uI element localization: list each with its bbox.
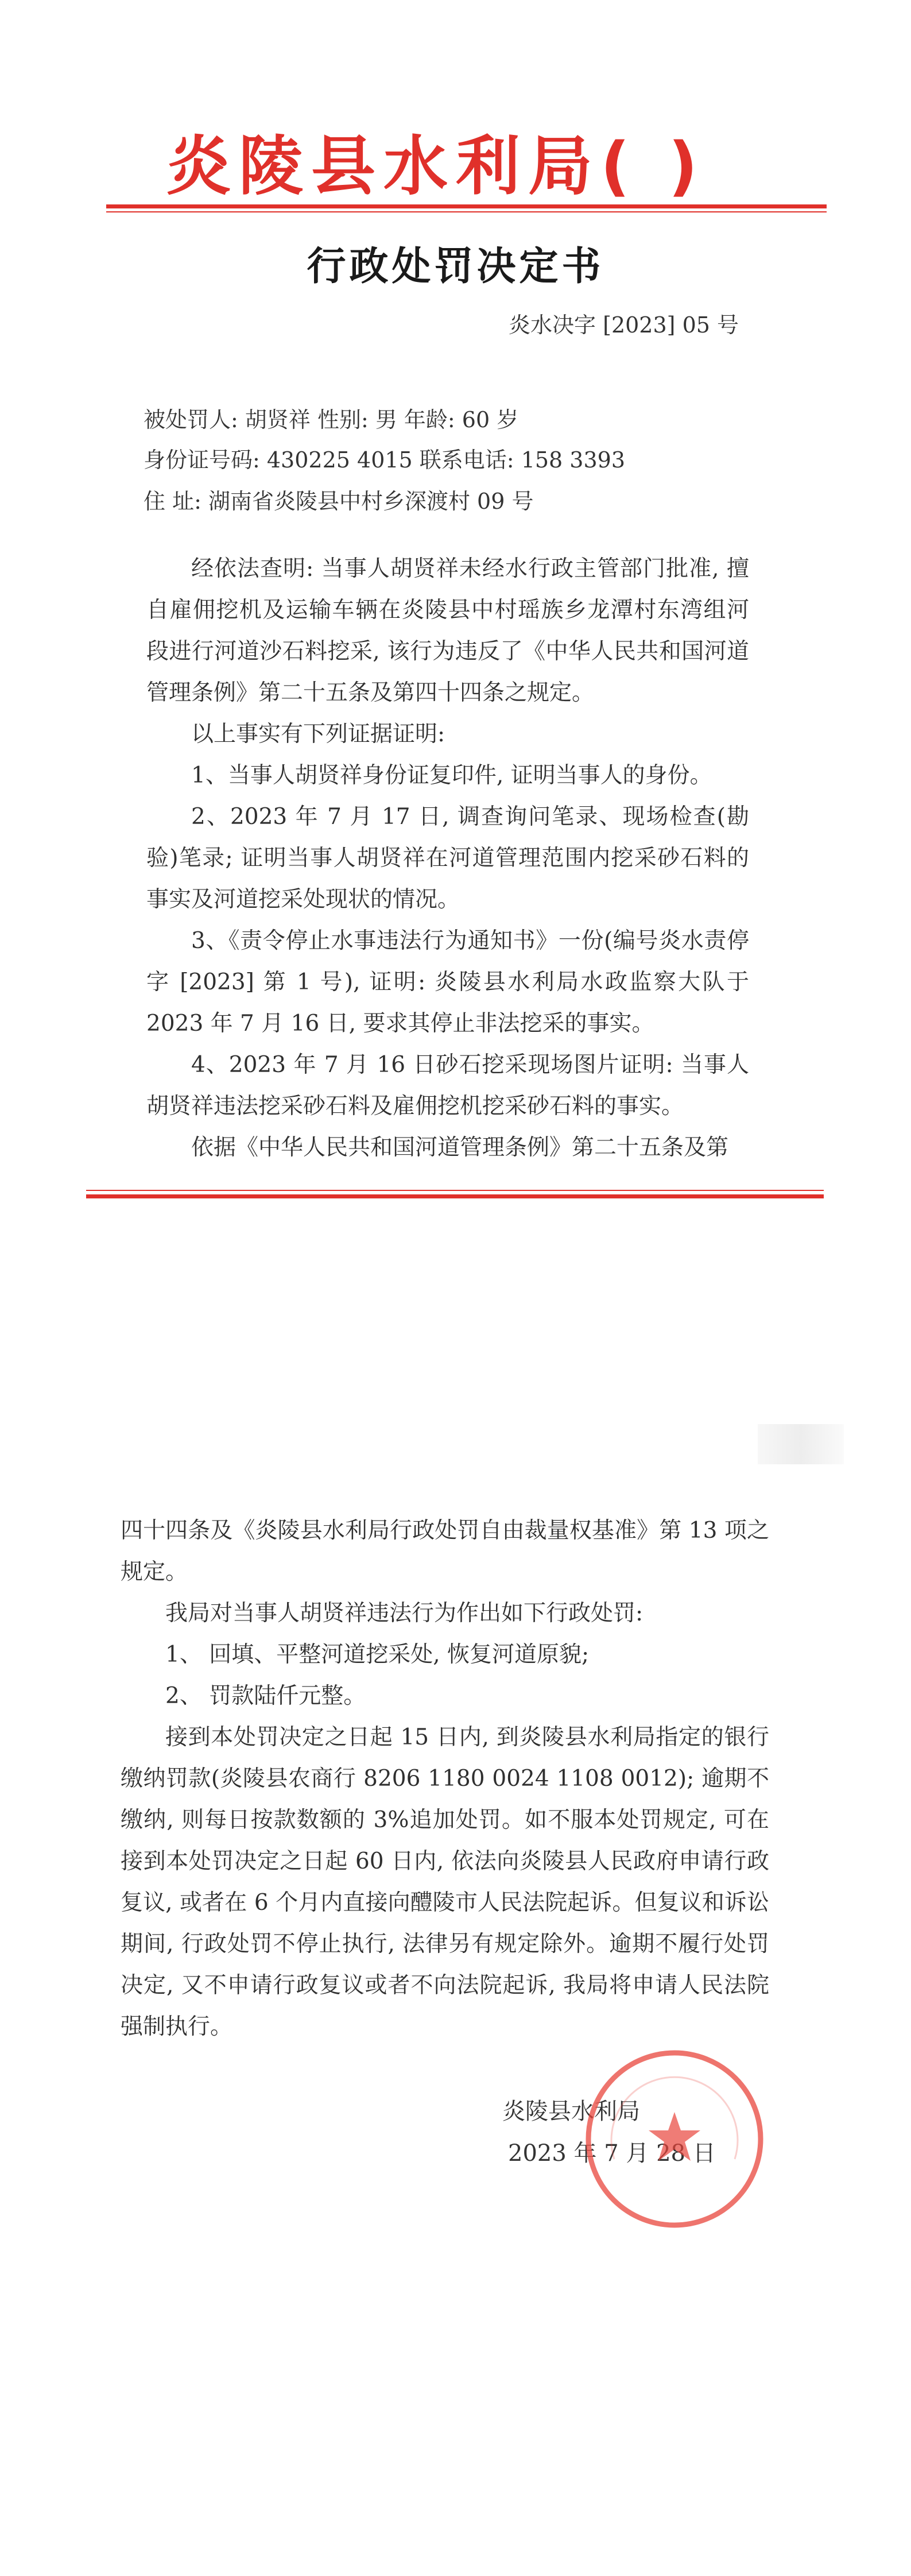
party-info-line-3: 住 址: 湖南省炎陵县中村乡深渡村 09 号 <box>144 489 534 514</box>
header-red-rule-thick <box>106 204 827 208</box>
document-number: 炎水决字 [2023] 05 号 <box>509 312 739 338</box>
penalty-item-2: 2、 罚款陆仟元整。 <box>165 1683 366 1709</box>
official-seal-stamp <box>580 2044 769 2234</box>
footer-red-rule-thin <box>86 1190 824 1191</box>
legal-basis-start: 依据《中华人民共和国河道管理条例》第二十五条及第 <box>191 1135 729 1161</box>
issue-date: 2023 年 7 月 28 日 <box>508 2140 716 2167</box>
agency-header-title: 炎陵县水利局( ) <box>166 129 706 204</box>
scan-smudge <box>758 1424 844 1464</box>
document-title: 行政处罚决定书 <box>307 244 604 289</box>
issuer-name: 炎陵县水利局 <box>502 2098 640 2125</box>
findings-paragraph: 经依法查明: 当事人胡贤祥未经水行政主管部门批准, 擅自雇佣挖机及运输车辆在炎陵县中村瑶族乡龙潭村东湾组河段进行河道沙石料挖采, 该行为违反了《中华人民共和国河道管理条例》第二十五条及第四十四条之规定。 <box>146 556 749 706</box>
page-one <box>0 0 911 1258</box>
evidence-item-3: 3、《责令停止水事违法行为通知书》一份(编号炎水责停字 [2023] 第 1 号), 证明: 炎陵县水利局水政监察大队于 2023 年 7 月 16 日, 要求其停止非法挖采的事实。 <box>146 928 749 1036</box>
evidence-item-4: 4、2023 年 7 月 16 日砂石挖采现场图片证明: 当事人胡贤祥违法挖采砂石料及雇佣挖机挖采砂石料的事实。 <box>146 1052 749 1119</box>
footer-red-rule-thick <box>86 1194 824 1198</box>
header-red-rule-thin <box>106 211 827 212</box>
evidence-item-1: 1、当事人胡贤祥身份证复印件, 证明当事人的身份。 <box>191 763 712 788</box>
penalty-intro: 我局对当事人胡贤祥违法行为作出如下行政处罚: <box>165 1600 643 1626</box>
payment-and-appeal-paragraph: 接到本处罚决定之日起 15 日内, 到炎陵县水利局指定的银行缴纳罚款(炎陵县农商行 8206 1180 0024 1108 0012); 逾期不缴纳, 则每日按款数额的 3%追加处罚。如不服本处罚规定, 可在接到本处罚决定之日起 60 日内, 依法向炎陵县人民政府申请行政复议, 或者在 6 个月内直接向醴陵市人民法院起诉。但复议和诉讼期间, 行政处罚不停止执行, 法律另有规定除外。逾期不履行处罚决定, 又不申请行政复议或者不向法院起诉, 我局将申请人民法院强制执行。 <box>121 1724 769 2040</box>
party-info-line-1: 被处罚人: 胡贤祥 性别: 男 年龄: 60 岁 <box>144 407 519 432</box>
party-info-line-2: 身份证号码: 430225 4015 联系电话: 158 3393 <box>144 447 626 473</box>
penalty-item-1: 1、 回填、平整河道挖采处, 恢复河道原貌; <box>165 1642 590 1668</box>
legal-basis-continued: 四十四条及《炎陵县水利局行政处罚自由裁量权基准》第 13 项之规定。 <box>121 1518 769 1585</box>
evidence-intro: 以上事实有下列证据证明: <box>191 721 445 747</box>
evidence-item-2: 2、2023 年 7 月 17 日, 调查询问笔录、现场检查(勘验)笔录; 证明当事人胡贤祥在河道管理范围内挖采砂石料的事实及河道挖采处现状的情况。 <box>146 804 749 912</box>
